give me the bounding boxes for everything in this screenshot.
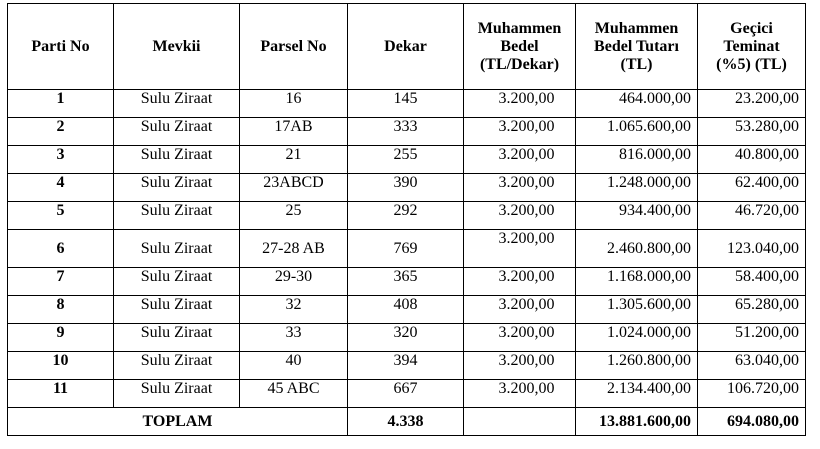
header-gecici-teminat [698, 4, 806, 90]
auction-table-wrapper [7, 3, 806, 436]
totals-bedel-empty [464, 408, 576, 436]
cell-dekar: 292 [348, 202, 464, 230]
cell-tutar: 816.000,00 [576, 146, 698, 174]
cell-bedel: 3.200,00 [464, 268, 576, 296]
cell-dekar: 769 [348, 230, 464, 268]
cell-teminat: 58.400,00 [698, 268, 806, 296]
cell-parti: 2 [8, 118, 114, 146]
cell-parti: 3 [8, 146, 114, 174]
header-teminat-line2: Teminat [723, 37, 780, 55]
header-muhammen-bedel-line1: Muhammen [477, 19, 562, 37]
cell-dekar: 320 [348, 324, 464, 352]
cell-mevkii: Sulu Ziraat [114, 324, 240, 352]
cell-mevkii: Sulu Ziraat [114, 352, 240, 380]
cell-teminat: 46.720,00 [698, 202, 806, 230]
cell-mevkii: Sulu Ziraat [114, 202, 240, 230]
cell-parsel: 27-28 AB [240, 230, 348, 268]
cell-tutar: 1.024.000,00 [576, 324, 698, 352]
cell-mevkii: Sulu Ziraat [114, 380, 240, 408]
cell-mevkii: Sulu Ziraat [114, 174, 240, 202]
table-row [8, 380, 806, 408]
cell-tutar: 934.400,00 [576, 202, 698, 230]
cell-parsel: 21 [240, 146, 348, 174]
cell-parti: 11 [8, 380, 114, 408]
table-row [8, 324, 806, 352]
totals-dekar: 4.338 [348, 408, 464, 436]
table-row [8, 352, 806, 380]
header-muhammen-bedel [464, 4, 576, 90]
cell-dekar: 255 [348, 146, 464, 174]
totals-teminat: 694.080,00 [698, 408, 806, 436]
cell-mevkii: Sulu Ziraat [114, 146, 240, 174]
cell-parti: 4 [8, 174, 114, 202]
table-row [8, 118, 806, 146]
cell-mevkii: Sulu Ziraat [114, 118, 240, 146]
cell-dekar: 333 [348, 118, 464, 146]
cell-bedel: 3.200,00 [464, 380, 576, 408]
cell-teminat: 40.800,00 [698, 146, 806, 174]
table-row [8, 230, 806, 268]
header-teminat-line3: (%5) (TL) [716, 55, 787, 73]
cell-bedel: 3.200,00 [464, 230, 576, 268]
cell-bedel: 3.200,00 [464, 118, 576, 146]
cell-parti: 5 [8, 202, 114, 230]
header-parsel-no: Parsel No [240, 4, 348, 90]
cell-parsel: 45 ABC [240, 380, 348, 408]
cell-teminat: 123.040,00 [698, 230, 806, 268]
cell-dekar: 408 [348, 296, 464, 324]
header-tutar-line1: Muhammen [594, 19, 679, 37]
table-row [8, 90, 806, 118]
cell-dekar: 365 [348, 268, 464, 296]
auction-table [7, 3, 806, 436]
cell-teminat: 106.720,00 [698, 380, 806, 408]
cell-bedel: 3.200,00 [464, 146, 576, 174]
cell-dekar: 394 [348, 352, 464, 380]
cell-parti: 7 [8, 268, 114, 296]
header-dekar: Dekar [348, 4, 464, 90]
table-row [8, 268, 806, 296]
cell-mevkii: Sulu Ziraat [114, 296, 240, 324]
cell-teminat: 62.400,00 [698, 174, 806, 202]
cell-parsel: 23ABCD [240, 174, 348, 202]
table-row [8, 202, 806, 230]
cell-parsel: 16 [240, 90, 348, 118]
cell-parti: 1 [8, 90, 114, 118]
cell-bedel: 3.200,00 [464, 174, 576, 202]
cell-bedel: 3.200,00 [464, 90, 576, 118]
header-mevkii: Mevkii [114, 4, 240, 90]
cell-dekar: 390 [348, 174, 464, 202]
table-row [8, 174, 806, 202]
cell-tutar: 1.168.000,00 [576, 268, 698, 296]
cell-tutar: 2.134.400,00 [576, 380, 698, 408]
cell-tutar: 1.248.000,00 [576, 174, 698, 202]
cell-mevkii: Sulu Ziraat [114, 268, 240, 296]
cell-tutar: 464.000,00 [576, 90, 698, 118]
cell-parsel: 25 [240, 202, 348, 230]
cell-parsel: 29-30 [240, 268, 348, 296]
header-muhammen-bedel-line3: (TL/Dekar) [479, 55, 560, 73]
cell-parti: 9 [8, 324, 114, 352]
cell-tutar: 1.305.600,00 [576, 296, 698, 324]
header-muhammen-bedel-tutari [576, 4, 698, 90]
cell-bedel: 3.200,00 [464, 296, 576, 324]
cell-dekar: 667 [348, 380, 464, 408]
cell-parti: 8 [8, 296, 114, 324]
table-row [8, 296, 806, 324]
cell-bedel: 3.200,00 [464, 324, 576, 352]
header-tutar-line3: (TL) [620, 55, 653, 73]
cell-tutar: 2.460.800,00 [576, 230, 698, 268]
cell-parsel: 17AB [240, 118, 348, 146]
cell-teminat: 51.200,00 [698, 324, 806, 352]
totals-tutar: 13.881.600,00 [576, 408, 698, 436]
cell-teminat: 53.280,00 [698, 118, 806, 146]
cell-parti: 6 [8, 230, 114, 268]
header-row [8, 4, 806, 90]
cell-bedel: 3.200,00 [464, 202, 576, 230]
header-muhammen-bedel-line2: Bedel [500, 37, 539, 55]
totals-row [8, 408, 806, 436]
cell-mevkii: Sulu Ziraat [114, 230, 240, 268]
cell-teminat: 63.040,00 [698, 352, 806, 380]
cell-parsel: 33 [240, 324, 348, 352]
cell-tutar: 1.065.600,00 [576, 118, 698, 146]
cell-dekar: 145 [348, 90, 464, 118]
cell-parsel: 40 [240, 352, 348, 380]
cell-teminat: 65.280,00 [698, 296, 806, 324]
table-row [8, 146, 806, 174]
cell-parti: 10 [8, 352, 114, 380]
cell-parsel: 32 [240, 296, 348, 324]
header-teminat-line1: Geçici [730, 19, 773, 37]
header-tutar-line2: Bedel Tutarı [594, 37, 679, 55]
cell-bedel: 3.200,00 [464, 352, 576, 380]
cell-tutar: 1.260.800,00 [576, 352, 698, 380]
cell-teminat: 23.200,00 [698, 90, 806, 118]
header-parti-no: Parti No [8, 4, 114, 90]
totals-label: TOPLAM [8, 408, 348, 436]
cell-mevkii: Sulu Ziraat [114, 90, 240, 118]
